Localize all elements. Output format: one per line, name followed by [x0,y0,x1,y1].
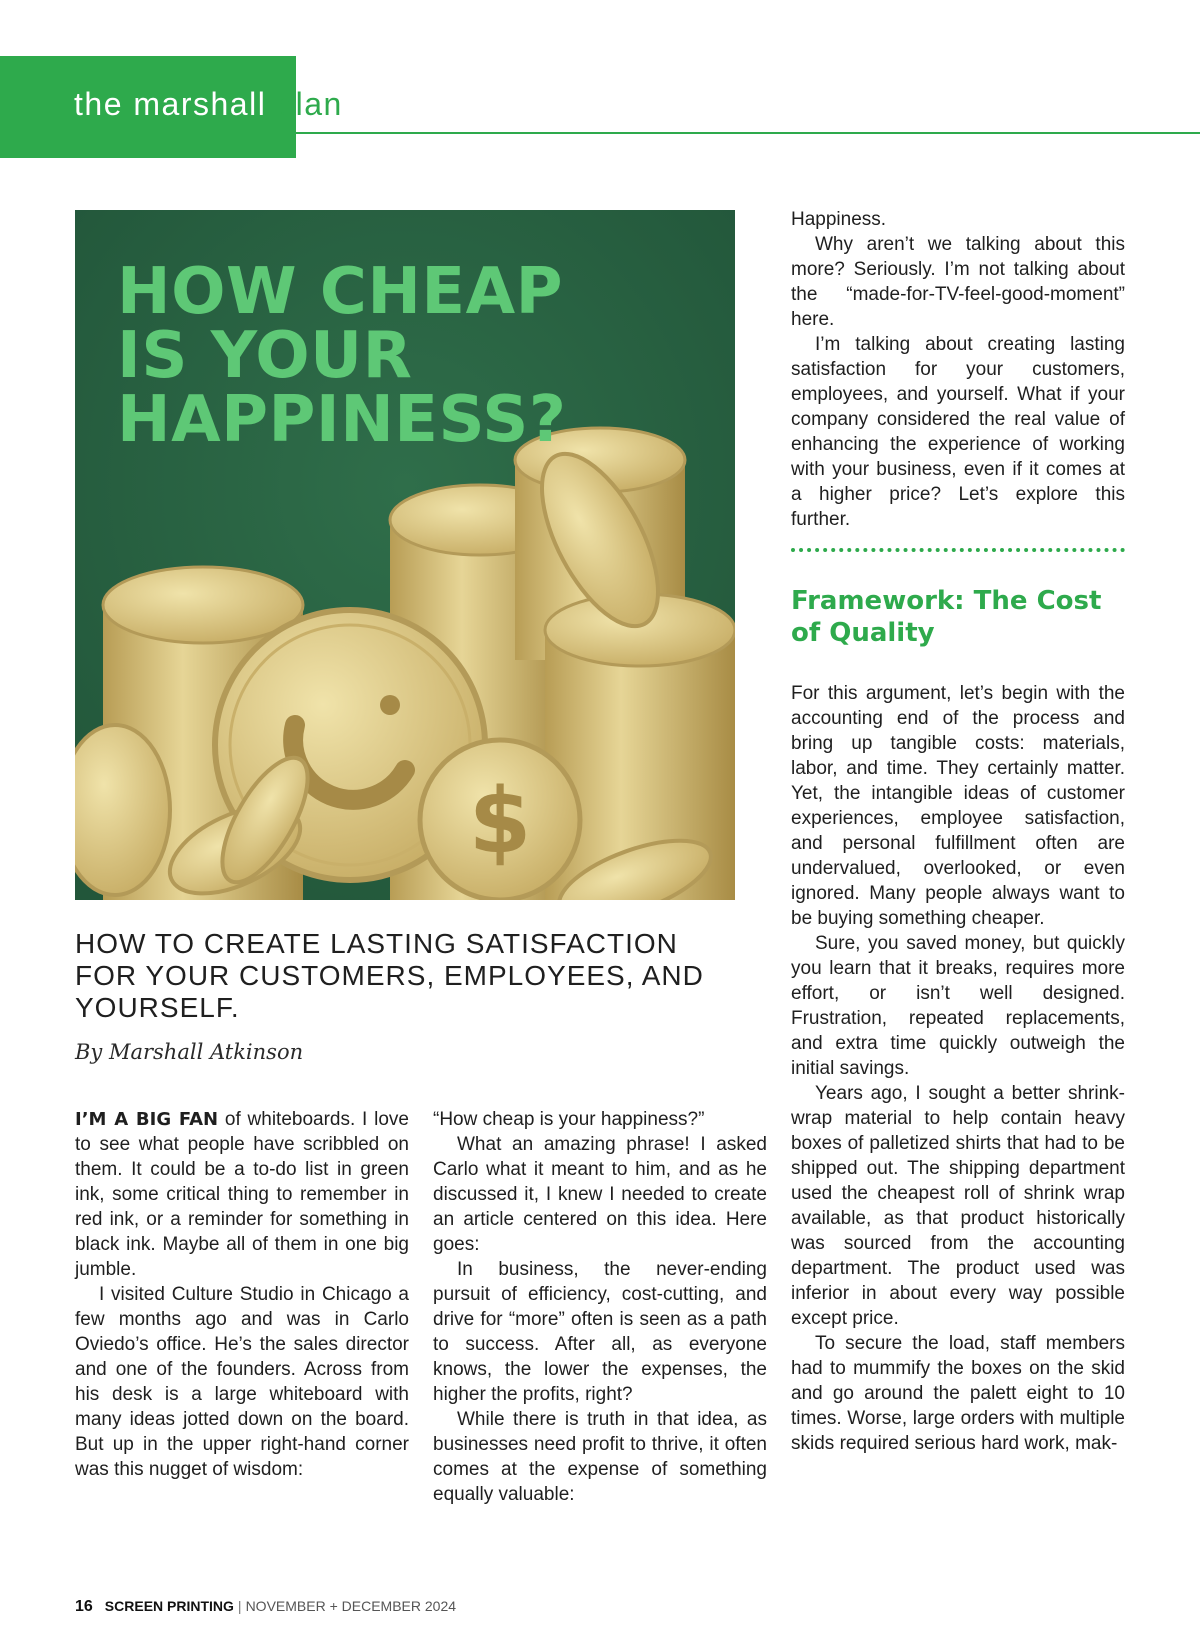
hero-title [117,255,567,457]
page-footer [75,1598,456,1616]
paragraph: Why aren’t we talking about this more? Seriously. I’m not talking about the “made-for-TV-feel-good-moment” here. [791,234,1125,330]
section-header-word1: the marshall [74,86,267,122]
hero-title-line: IS YOUR [117,319,413,393]
paragraph: I’m talking about creating lasting satisfaction for your customers, employees, and yourself. What if your company considered the real value of enhancing the experience of working with your business, even if it comes at a higher price? Let’s explore this further. [791,334,1125,530]
paragraph: I visited Culture Studio in Chicago a few months ago and was in Carlo Oviedo’s office. He’s the sales director and one of the founders. Across from his desk is a large whiteboard with many ideas jotted down on the board. But up in the upper right-hand corner was this nugget of wisdom: [75,1284,409,1480]
section-header [74,86,343,123]
article-column-3-top [791,207,1125,532]
paragraph: To secure the load, staff members had to mummify the boxes on the skid and go around the palett eight to 10 times. Worse, large orders with multiple skids required serious hard work, mak- [791,1333,1125,1454]
paragraph: In business, the never-ending pursuit of efficiency, cost-cutting, and drive for “more” often is seen as a path to success. After all, as everyone knows, the lower the expenses, the higher the profits, right? [433,1259,767,1405]
article-column-2 [433,1107,767,1507]
paragraph: For this argument, let’s begin with the accounting end of the process and bring up tangible costs: materials, labor, and time. They certainly matter. Yet, the intangible ideas of customer experiences, employee satisfaction, and personal fulfillment often are undervalued, overlooked, or even ignored. Many people always want to be buying something cheaper. [791,683,1125,929]
hero-title-line: HAPPINESS? [117,383,567,457]
paragraph: Sure, you saved money, but quickly you learn that it breaks, requires more effort, or isn’t well designed. Frustration, repeated replacements, and extra time quickly outweigh the initial savings. [791,933,1125,1079]
hero-illustration [75,210,735,900]
magazine-name: SCREEN PRINTING [104,1598,234,1614]
lead-in: I’M A BIG FAN [75,1109,219,1130]
paragraph: What an amazing phrase! I asked Carlo what it meant to him, and as he discussed it, I knew I needed to create an article centered on this idea. Here goes: [433,1134,767,1255]
paragraph-text: of whiteboards. I love to see what people have scribbled on them. It could be a to-do list in green ink, some critical thing to remember in red ink, or a reminder for something in black ink. Maybe all of them in one big jumble. [75,1109,409,1280]
page-number: 16 [75,1598,93,1615]
hero-title-line: HOW CHEAP [117,255,564,329]
footer-separator: | [237,1598,242,1614]
issue-date: NOVEMBER + DECEMBER 2024 [245,1598,457,1614]
svg-text:$: $ [468,769,532,874]
paragraph: “How cheap is your happiness?” [433,1109,705,1130]
article-deck: HOW TO CREATE LASTING SATISFACTION FOR YOUR CUSTOMERS, EMPLOYEES, AND YOURSELF. [75,928,704,1023]
article-column-3-bottom [791,681,1125,1456]
article-column-1 [75,1107,409,1482]
section-header-rule [296,132,1200,134]
paragraph: Happiness. [791,209,887,230]
section-subhead: Framework: The Cost of Quality [791,586,1102,648]
section-header-word2: plan [276,86,343,122]
article-byline: By Marshall Atkinson [75,1040,304,1064]
dotted-divider [791,548,1125,552]
paragraph: While there is truth in that idea, as businesses need profit to thrive, it often comes at the expense of something equally valuable: [433,1409,767,1505]
paragraph [75,1107,409,1282]
paragraph: Years ago, I sought a better shrink-wrap material to help contain heavy boxes of palletized shirts that had to be shipped out. The shipping department used the cheapest roll of shrink wrap available, as that product historically was sourced from the accounting department. The product used was inferior in about every way possible except price. [791,1083,1125,1329]
